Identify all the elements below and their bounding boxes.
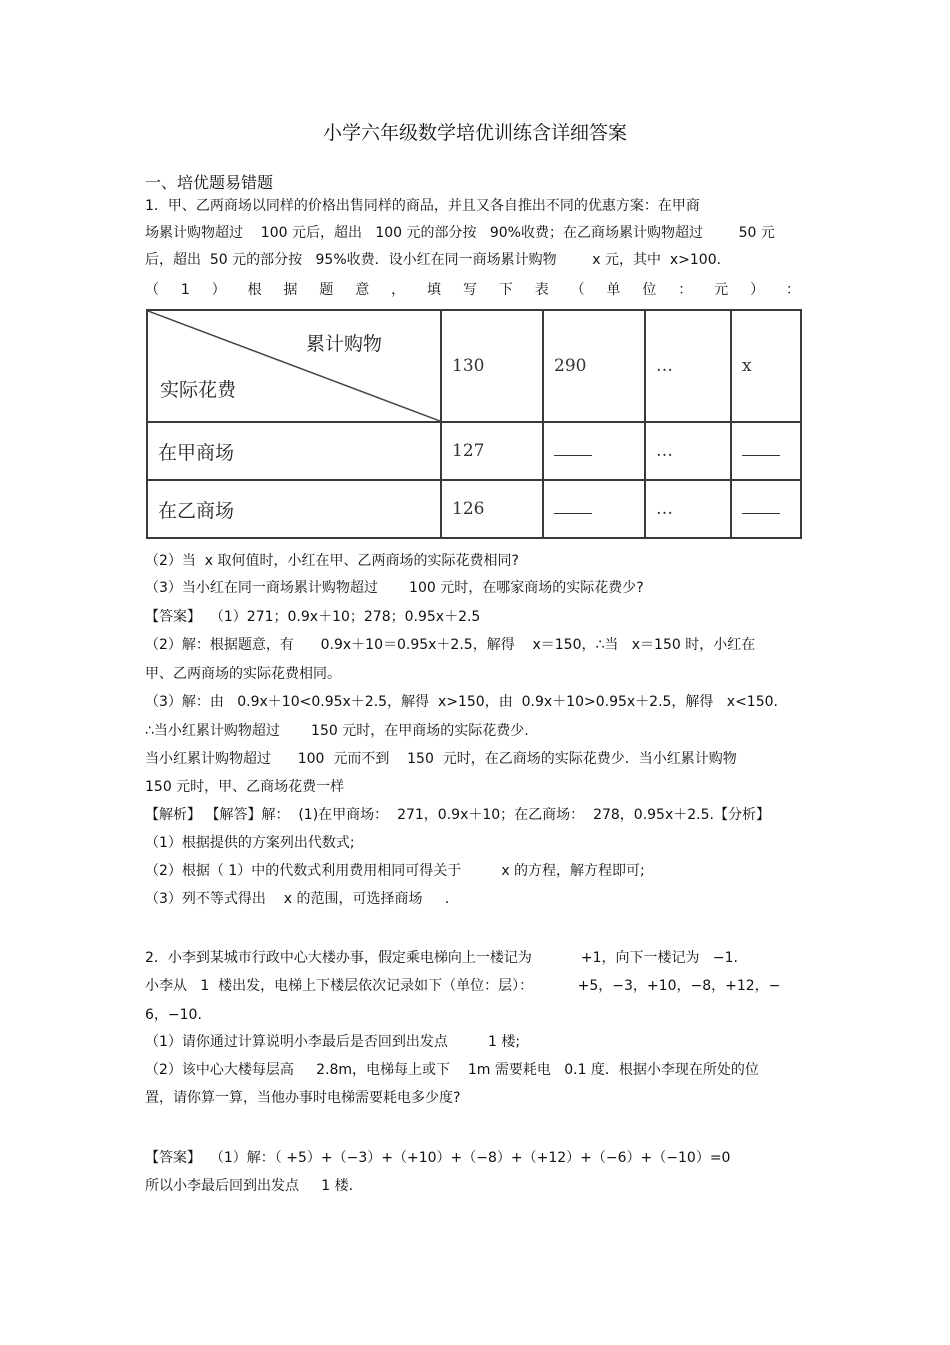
q1-line-2: 场累计购物超过 100 元后，超出 100 元的部分按 90%收费；在乙商场累计购物超过 50 元 [145,225,775,241]
table-cell-blank [543,480,645,538]
table-cell: 126 [441,480,543,538]
q1-line-1: 1．甲、乙两商场以同样的价格出售同样的商品，并且又各自推出不同的优惠方案：在甲商 [145,198,700,214]
q1-l4-char: ） [211,282,226,298]
section-heading: 一、培优题易错题 [145,173,274,192]
table-cell-blank [543,422,645,480]
q1-l4-char: 据 [283,282,298,298]
table-header-cell: x [731,310,801,422]
q1-answer-5: ∴当小红累计购物超过 150 元时，在甲商场的实际花费少. [145,723,529,739]
answer-blank [742,499,780,514]
q1-answer-2: （2）解：根据题意，有 0.9x＋10＝0.95x＋2.5，解得 x＝150，∴当 x＝150 时，小红在 [145,637,756,653]
q2-line-1: 2．小李到某城市行政中心大楼办事，假定乘电梯向上一楼记为 +1，向下一楼记为 −1. [145,950,738,966]
q1-answer-7: 150 元时，甲、乙商场花费一样 [145,779,345,795]
answer-blank [742,441,780,456]
q1-part-2: （2）当 x 取何值时，小红在甲、乙两商场的实际花费相同? [145,553,519,569]
table-header-cell: 130 [441,310,543,422]
table-row [147,422,801,480]
q1-l4-char: 题 [319,282,334,298]
q1-explanation-2: （1）根据提供的方案列出代数式; [145,835,355,851]
q1-l4-char: ） [750,282,765,298]
q1-l4-char: 单 [606,282,621,298]
page-title: 小学六年级数学培优训练含详细答案 [322,122,627,144]
q1-l4-char: （ [145,282,159,298]
corner-bottom-label: 实际花费 [160,379,237,401]
table-cell-blank [731,480,801,538]
q1-line-3: 后，超出 50 元的部分按 95%收费．设小红在同一商场累计购物 x 元，其中 x>100. [145,252,722,268]
q2-part-2: （2）该中心大楼每层高 2.8m，电梯每上或下 1m 需要耗电 0.1 度．根据小李现在所处的位 [145,1062,759,1078]
q2-part-1: （1）请你通过计算说明小李最后是否回到出发点 1 楼; [145,1034,521,1050]
q1-l4-char: 下 [498,282,513,298]
q1-answer-4: （3）解：由 0.9x＋10<0.95x＋2.5，解得 x>150，由 0.9x＋10>0.95x＋2.5，解得 x<150. [145,694,778,710]
q1-line-4 [145,280,800,300]
table-row [147,480,801,538]
q1-l4-char: 填 [427,282,442,298]
row-label: 在甲商场 [147,422,441,480]
q1-l4-char: 元 [714,282,729,298]
table-cell: … [645,480,731,538]
q2-line-3: 6，−10. [145,1007,202,1023]
table-corner-cell [147,310,441,422]
q1-l4-char: 根 [247,282,262,298]
table-header-row [147,310,801,422]
q1-explanation-1: 【解析】 【解答】解： (1)在甲商场： 271，0.9x＋10；在乙商场： 278，0.95x＋2.5.【分析】 [145,807,770,823]
q2-part-3: 置，请你算一算，当他办事时电梯需要耗电多少度? [145,1090,461,1106]
q1-l4-char: 表 [534,282,549,298]
table-cell: 127 [441,422,543,480]
q2-answer-2: 所以小李最后回到出发点 1 楼. [145,1178,354,1194]
answer-blank [554,499,592,514]
q1-answer-6: 当小红累计购物超过 100 元而不到 150 元时，在乙商场的实际花费少．当小红累计购物 [145,751,737,767]
table-cell-blank [731,422,801,480]
q1-part-3: （3）当小红在同一商场累计购物超过 100 元时，在哪家商场的实际花费少? [145,580,644,596]
q1-l4-char: 写 [462,282,477,298]
q1-l4-char: 1 [180,282,190,298]
answer-blank [554,441,592,456]
diagonal-line [148,311,440,421]
q1-l4-char: ： [678,282,693,298]
q1-answer-1: 【答案】 （1）271；0.9x＋10；278；0.95x＋2.5 [145,609,481,625]
corner-top-label: 累计购物 [305,333,382,355]
q1-answer-3: 甲、乙两商场的实际花费相同。 [145,666,341,682]
q2-line-2: 小李从 1 楼出发，电梯上下楼层依次记录如下（单位：层）： +5，−3，+10，−8，+12，− [145,978,781,994]
q1-l4-char: 位 [642,282,657,298]
table-cell: … [645,422,731,480]
row-label: 在乙商场 [147,480,441,538]
q1-l4-char: ， [391,282,406,298]
q1-explanation-4: （3）列不等式得出 x 的范围，可选择商场 . [145,891,450,907]
q1-l4-char: （ [570,282,585,298]
q1-l4-char: ： [785,282,800,298]
q2-answer-1: 【答案】 （1）解：（ +5）+（−3）+（+10）+（−8）+（+12）+（−6）+（−10）=0 [145,1150,731,1166]
price-table [146,309,802,539]
q1-explanation-3: （2）根据（ 1）中的代数式利用费用相同可得关于 x 的方程，解方程即可; [145,863,645,879]
table-header-cell: … [645,310,731,422]
q1-l4-char: 意 [355,282,370,298]
table-header-cell: 290 [543,310,645,422]
